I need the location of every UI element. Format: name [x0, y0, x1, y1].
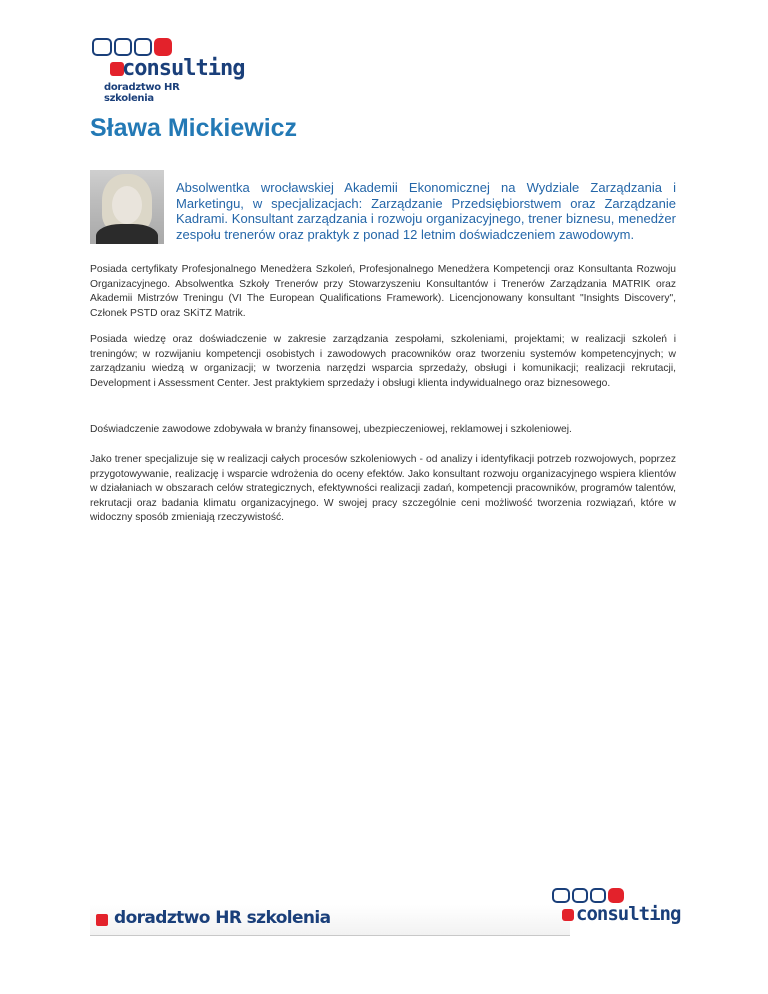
footer-logo-word: consulting: [576, 903, 681, 925]
footer-logo: [548, 888, 681, 932]
body-paragraph-specialization: Jako trener specjalizuje się w realizacji całych procesów szkoleniowych - od analizy i identyfikacji potrzeb rozwojowych, poprzez przygotowywanie, realizację i wsparcie wdrożenia do oceny efektów. Jako konsultant rozwoju organizacyjnego wspiera klientów w działaniach w obszarach celów strategicznych, efektywności realizacji zadań, kompetencji pracowników, programów talentów, rekrutacji oraz badania klimatu organizacyjnego. W swojej pracy szczególnie ceni możliwość tworzenia rozwiązań, które w widoczny sposób zmieniają rzeczywistość.: [90, 454, 676, 523]
profile-photo: [90, 170, 164, 244]
logo-box-icon: [92, 38, 112, 56]
body-paragraph-industries: Doświadczenie zawodowe zdobywała w branży finansowej, ubezpieczeniowej, reklamowej i szkoleniowej.: [90, 424, 572, 435]
logo-box-icon: [590, 888, 606, 903]
footer-logo-letter-boxes: [552, 888, 624, 903]
logo-word: consulting: [122, 56, 245, 81]
intro-paragraph: Absolwentka wrocławskiej Akademii Ekonomicznej na Wydziale Zarządzania i Marketingu, w specjalizacjach: Zarządzanie Przedsiębiorstwem oraz Zarządzanie Kadrami. Konsultant zarządzania i rozwoju organizacyjnego, trener biznesu, menedżer zespołu trenerów oraz praktyk z ponad 12 letnim doświadczeniem zawodowym.: [176, 180, 676, 242]
footer-band: [90, 905, 570, 936]
body-paragraph-certificates: Posiada certyfikaty Profesjonalnego Menedżera Szkoleń, Profesjonalnego Menedżera Kompetencji oraz Konsultanta Rozwoju Organizacyjnego. Absolwentka Szkoły Trenerów przy Stowarzyszeniu Konsultantów i Trenerów Zarządzania MATRIK oraz Akademii Mistrzów Treningu (VI The European Qualifications Framework). Licencjonowany konsultant "Insights Discovery", Członek PSTD oraz SKiTZ Matrik.: [90, 264, 676, 319]
logo-box-icon: [114, 38, 132, 56]
logo-box-icon: [134, 38, 152, 56]
person-name: Sława Mickiewicz: [90, 114, 298, 142]
logo-tagline: doradztwo HR szkolenia: [104, 82, 180, 104]
body-paragraph-expertise: Posiada wiedzę oraz doświadczenie w zakresie zarządzania zespołami, szkoleniami, projektami; w realizacji szkoleń i treningów; w rozwijaniu kompetencji osobistych i zawodowych pracowników oraz tworzeniu systemów kompetencyjnych; w zarządzaniu wiedzą w organizacji; w tworzenia narzędzi wsparcia sprzedaży, obsługi i komunikacji; realizacji rekrutacji, Development i Assessment Center. Jest praktykiem sprzedaży i obsługi klienta indywidualnego oraz biznesowego.: [90, 334, 676, 389]
logo-box-icon: [552, 888, 570, 903]
company-logo: [90, 38, 245, 104]
logo-arrow-icon: [608, 888, 624, 903]
logo-arrow-icon: [154, 38, 172, 56]
footer-tagline: doradztwo HR szkolenia: [114, 908, 331, 928]
footer-red-square-icon: [96, 914, 108, 926]
footer-logo-red-square-icon: [562, 909, 574, 921]
logo-box-icon: [572, 888, 588, 903]
